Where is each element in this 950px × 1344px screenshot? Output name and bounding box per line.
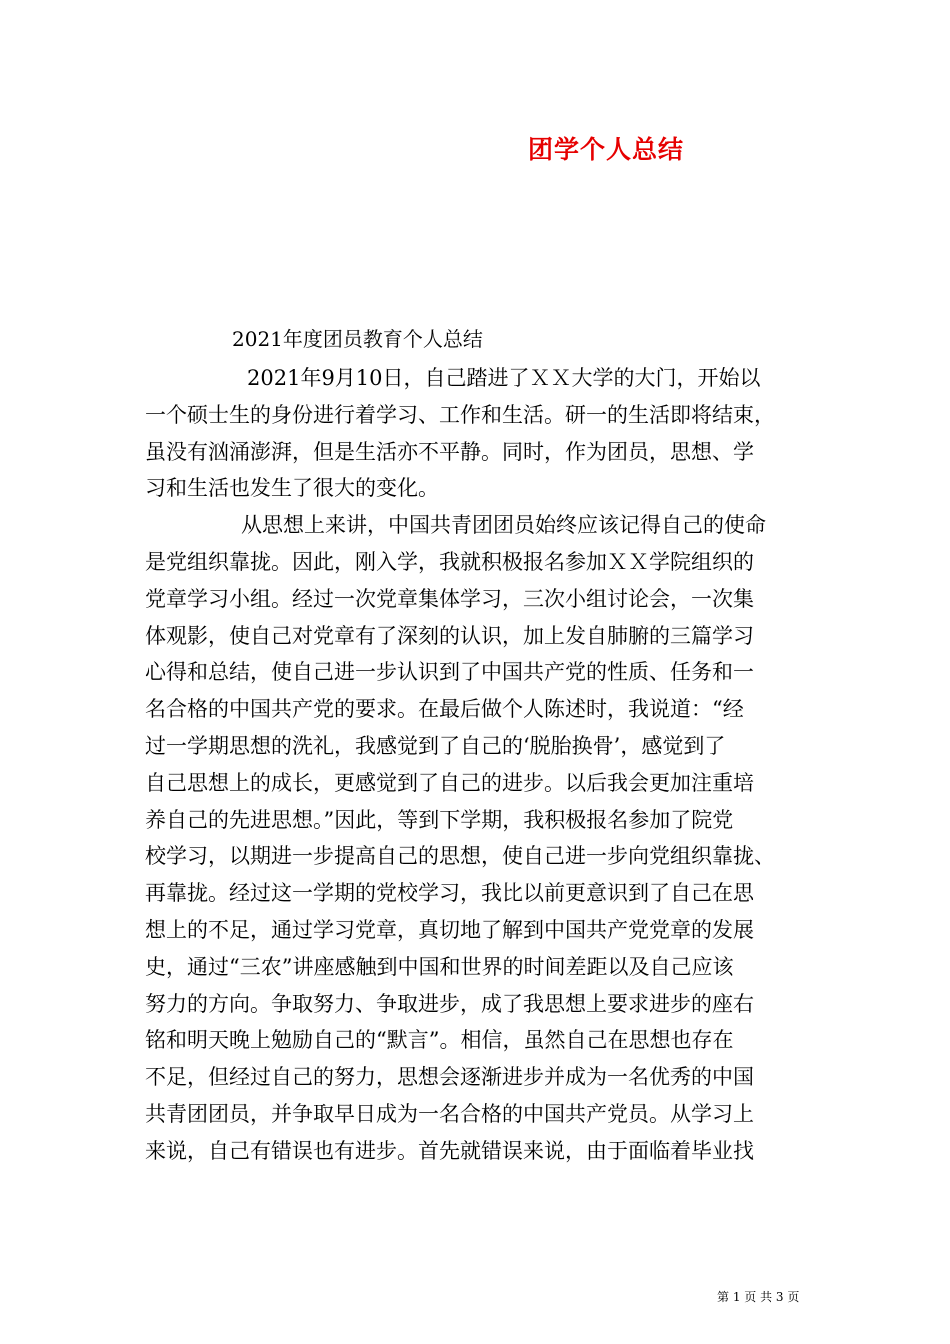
body-line: 2021年9月10日，自己踏进了ＸＸ大学的大门，开始以 <box>247 366 761 390</box>
body-line: 党章学习小组。经过一次党章集体学习，三次小组讨论会，一次集 <box>145 586 754 611</box>
body-line: 虽没有汹涌澎湃，但是生活亦不平静。同时，作为团员，思想、学 <box>145 439 754 464</box>
body-line: 校学习，以期进一步提高自己的思想，使自己进一步向党组织靠拢、 <box>145 844 775 869</box>
page-number-footer: 第 1 页 共 3 页 <box>717 1290 800 1304</box>
body-line: 从思想上来讲，中国共青团团员始终应该记得自己的使命 <box>241 513 766 538</box>
body-line: 名合格的中国共产党的要求。在最后做个人陈述时，我说道：“经 <box>145 697 744 722</box>
body-line: 来说，自己有错误也有进步。首先就错误来说，由于面临着毕业找 <box>145 1138 754 1163</box>
body-line: 一个硕士生的身份进行着学习、工作和生活。研一的生活即将结束， <box>145 402 775 427</box>
body-line: 心得和总结，使自己进一步认识到了中国共产党的性质、任务和一 <box>145 660 754 685</box>
body-line: 史，通过“三农”讲座感触到中国和世界的时间差距以及自己应该 <box>145 954 734 979</box>
body-line: 共青团团员，并争取早日成为一名合格的中国共产党员。从学习上 <box>145 1101 754 1126</box>
body-line: 是党组织靠拢。因此，刚入学，我就积极报名参加ＸＸ学院组织的 <box>145 549 754 574</box>
body-line: 过一学期思想的洗礼，我感觉到了自己的‘脱胎换骨’，感觉到了 <box>145 733 726 758</box>
body-line: 体观影，使自己对党章有了深刻的认识，加上发自肺腑的三篇学习 <box>145 623 754 648</box>
body-line: 努力的方向。争取努力、争取进步，成了我思想上要求进步的座右 <box>145 991 754 1016</box>
body-line: 不足，但经过自己的努力，思想会逐渐进步并成为一名优秀的中国 <box>145 1065 754 1090</box>
document-title: 团学个人总结 <box>528 135 685 164</box>
body-line: 习和生活也发生了很大的变化。 <box>145 476 439 501</box>
body-line: 自己思想上的成长，更感觉到了自己的进步。以后我会更加注重培 <box>145 770 754 795</box>
body-line: 养自己的先进思想。”因此，等到下学期，我积极报名参加了院党 <box>145 807 734 832</box>
body-line: 铭和明天晚上勉励自己的“默言”。相信，虽然自己在思想也存在 <box>145 1028 734 1053</box>
document-body <box>145 360 825 1170</box>
document-subtitle: 2021年度团员教育个人总结 <box>232 327 483 351</box>
body-line: 再靠拢。经过这一学期的党校学习，我比以前更意识到了自己在思 <box>145 881 754 906</box>
body-line: 想上的不足，通过学习党章，真切地了解到中国共产党党章的发展 <box>145 917 754 942</box>
